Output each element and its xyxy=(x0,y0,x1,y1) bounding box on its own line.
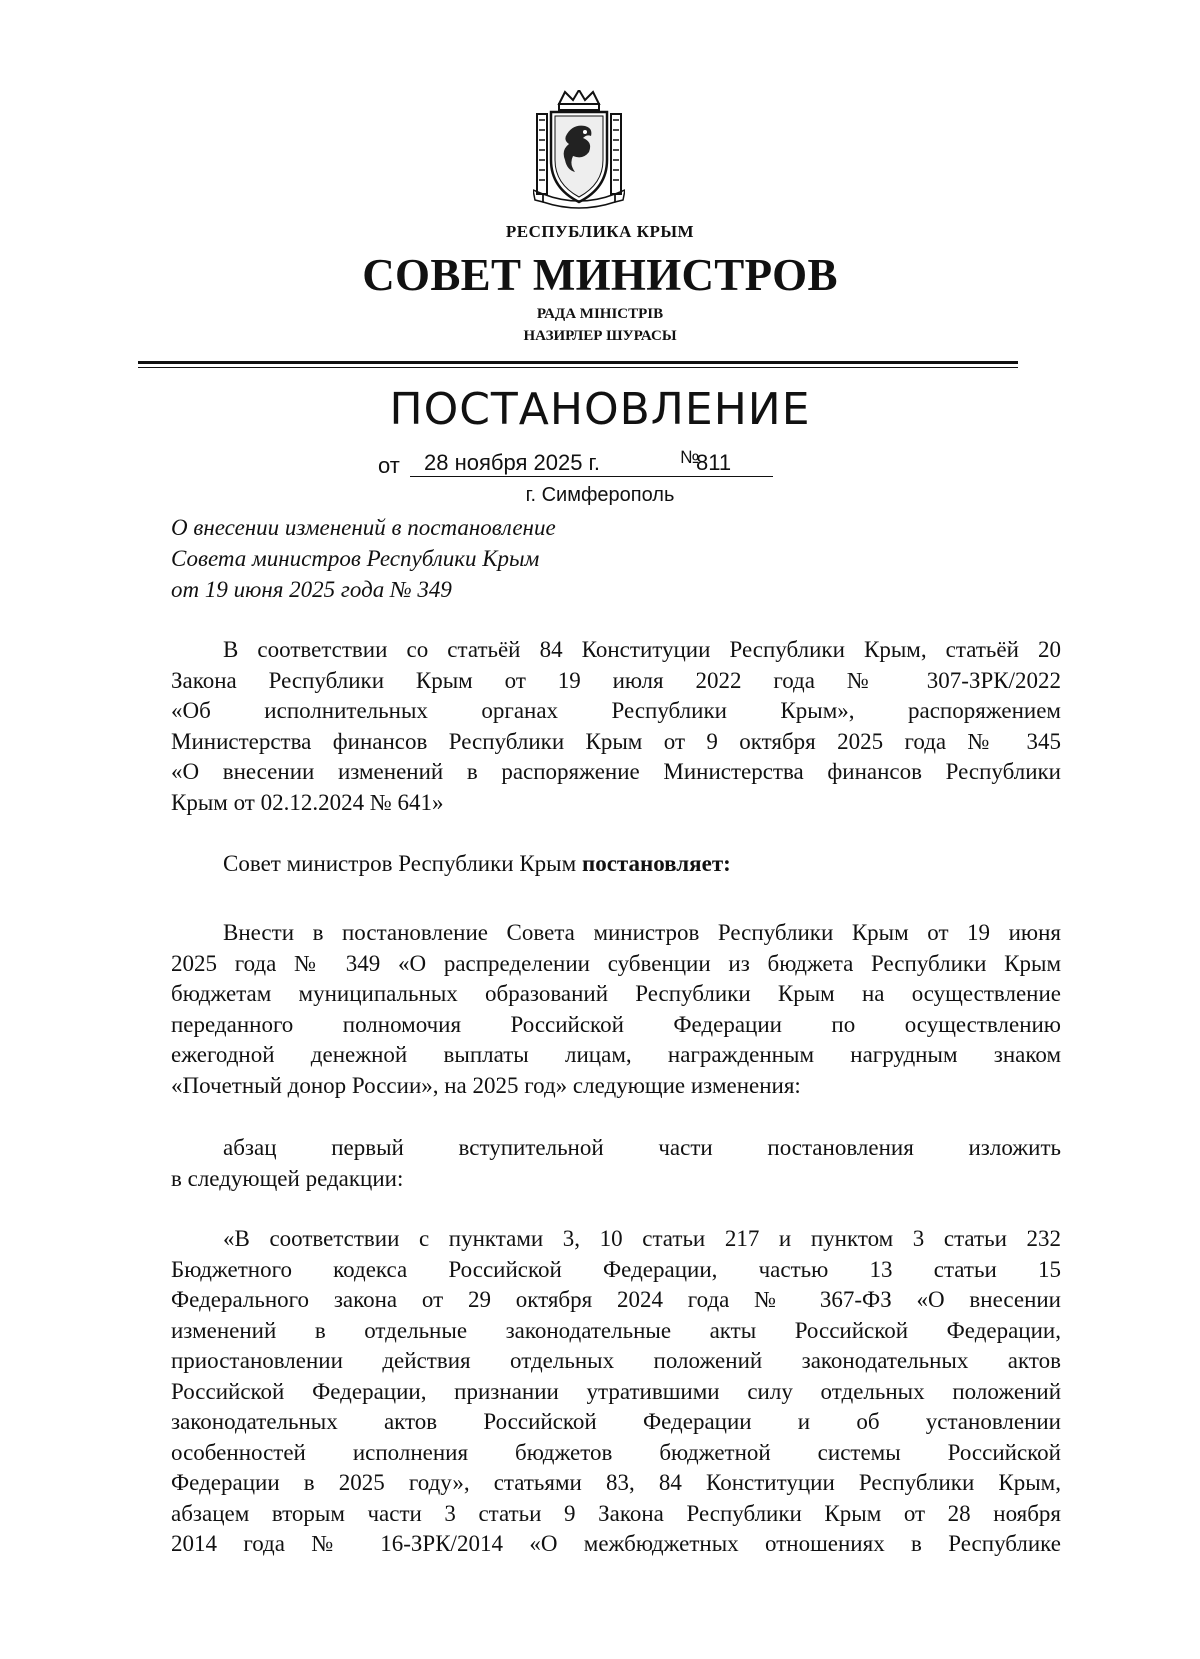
text-line: «О внесении изменений в распоряжение Министерства финансов Республики xyxy=(171,759,1061,784)
text-line: 2025 года № 349 «О распределении субвенции из бюджета Республики Крым xyxy=(171,950,1061,976)
text-line: Закона Республики Крым от 19 июля 2022 года № 307-ЗРК/2022 xyxy=(171,667,1061,693)
text-line: «В соответствии с пунктами 3, 10 статьи 217 и пунктом 3 статьи 232 xyxy=(223,1226,1061,1251)
council-name-ukrainian: РАДА МІНІСТРІВ xyxy=(536,306,664,322)
republic-name: РЕСПУБЛИКА КРЫМ xyxy=(505,222,695,241)
text-line: переданного полномочия Российской Федерации по осуществлению xyxy=(171,1011,1061,1037)
text-line: В соответствии со статьёй 84 Конституции Республики Крым, статьёй 20 xyxy=(223,637,1061,662)
text-line: Внести в постановление Совета министров Республики Крым от 19 июня xyxy=(223,920,1061,945)
text-line: Министерства финансов Республики Крым от 9 октября 2025 года № 345 xyxy=(171,728,1061,754)
text-line: бюджетам муниципальных образований Республики Крым на осуществление xyxy=(171,981,1061,1006)
text-line: «Почетный донор России», на 2025 год» следующие изменения: xyxy=(171,1072,801,1098)
text-line: в следующей редакции: xyxy=(171,1165,404,1191)
text-line: приостановлении действия отдельных положений законодательных актов xyxy=(171,1348,1061,1373)
text-line: ежегодной денежной выплаты лицам, награжденным нагрудным знаком xyxy=(171,1042,1061,1067)
document-type: ПОСТАНОВЛЕНИЕ xyxy=(389,384,811,435)
city: г. Симферополь xyxy=(525,484,675,506)
text-line: абзац первый вступительной части постановления изложить xyxy=(223,1135,1061,1160)
text-line: Федерального закона от 29 октября 2024 года № 367-ФЗ «О внесении xyxy=(171,1287,1061,1312)
title-line: от 19 июня 2025 года № 349 xyxy=(171,577,452,602)
text-line: «Об исполнительных органах Республики Крым», распоряжением xyxy=(171,698,1061,723)
paragraph-amend xyxy=(171,918,1061,1101)
text-line: абзацем вторым части 3 статьи 9 Закона Республики Крым от 28 ноября xyxy=(171,1500,1061,1526)
text-line: Федерации в 2025 году», статьями 83, 84 Конституции Республики Крым, xyxy=(171,1470,1061,1495)
number-sign: № xyxy=(680,447,700,467)
text-line xyxy=(171,849,1061,880)
paragraph-resolves xyxy=(171,849,1061,880)
council-name-crimean-tatar: НАЗИРЛЕР ШУРАСЫ xyxy=(523,328,677,344)
header-divider-thick xyxy=(138,361,1018,364)
document-date: 28 ноября 2025 г. xyxy=(424,450,600,475)
text-line: законодательных актов Российской Федерации и об установлении xyxy=(171,1409,1061,1434)
paragraph-new-wording xyxy=(171,1224,1061,1560)
date-number-line xyxy=(378,447,778,480)
text-line: Российской Федерации, признании утратившими силу отдельных положений xyxy=(171,1378,1061,1404)
council-name: СОВЕТ МИНИСТРОВ xyxy=(362,250,838,300)
paragraph-preamble xyxy=(171,635,1061,818)
paragraph-first-para xyxy=(171,1133,1061,1194)
resolves-bold: постановляет: xyxy=(581,851,731,876)
resolves-text: Совет министров Республики Крым xyxy=(223,851,577,876)
date-underline xyxy=(410,447,773,477)
text-line: особенностей исполнения бюджетов бюджетной системы Российской xyxy=(171,1439,1061,1465)
crimea-coat-of-arms-icon xyxy=(533,90,625,212)
title-line: Совета министров Республики Крым xyxy=(171,546,540,571)
text-line: 2014 года № 16-ЗРК/2014 «О межбюджетных отношениях в Республике xyxy=(171,1531,1061,1556)
title-line: О внесении изменений в постановление xyxy=(171,515,556,540)
header-divider-thin xyxy=(138,367,1018,368)
document-number: 811 xyxy=(696,450,732,475)
text-line: Бюджетного кодекса Российской Федерации, частью 13 статьи 15 xyxy=(171,1256,1061,1282)
text-line: изменений в отдельные законодательные акты Российской Федерации, xyxy=(171,1317,1061,1343)
date-prefix: от xyxy=(378,453,400,478)
document-title xyxy=(171,512,556,605)
text-line: Крым от 02.12.2024 № 641» xyxy=(171,789,444,815)
